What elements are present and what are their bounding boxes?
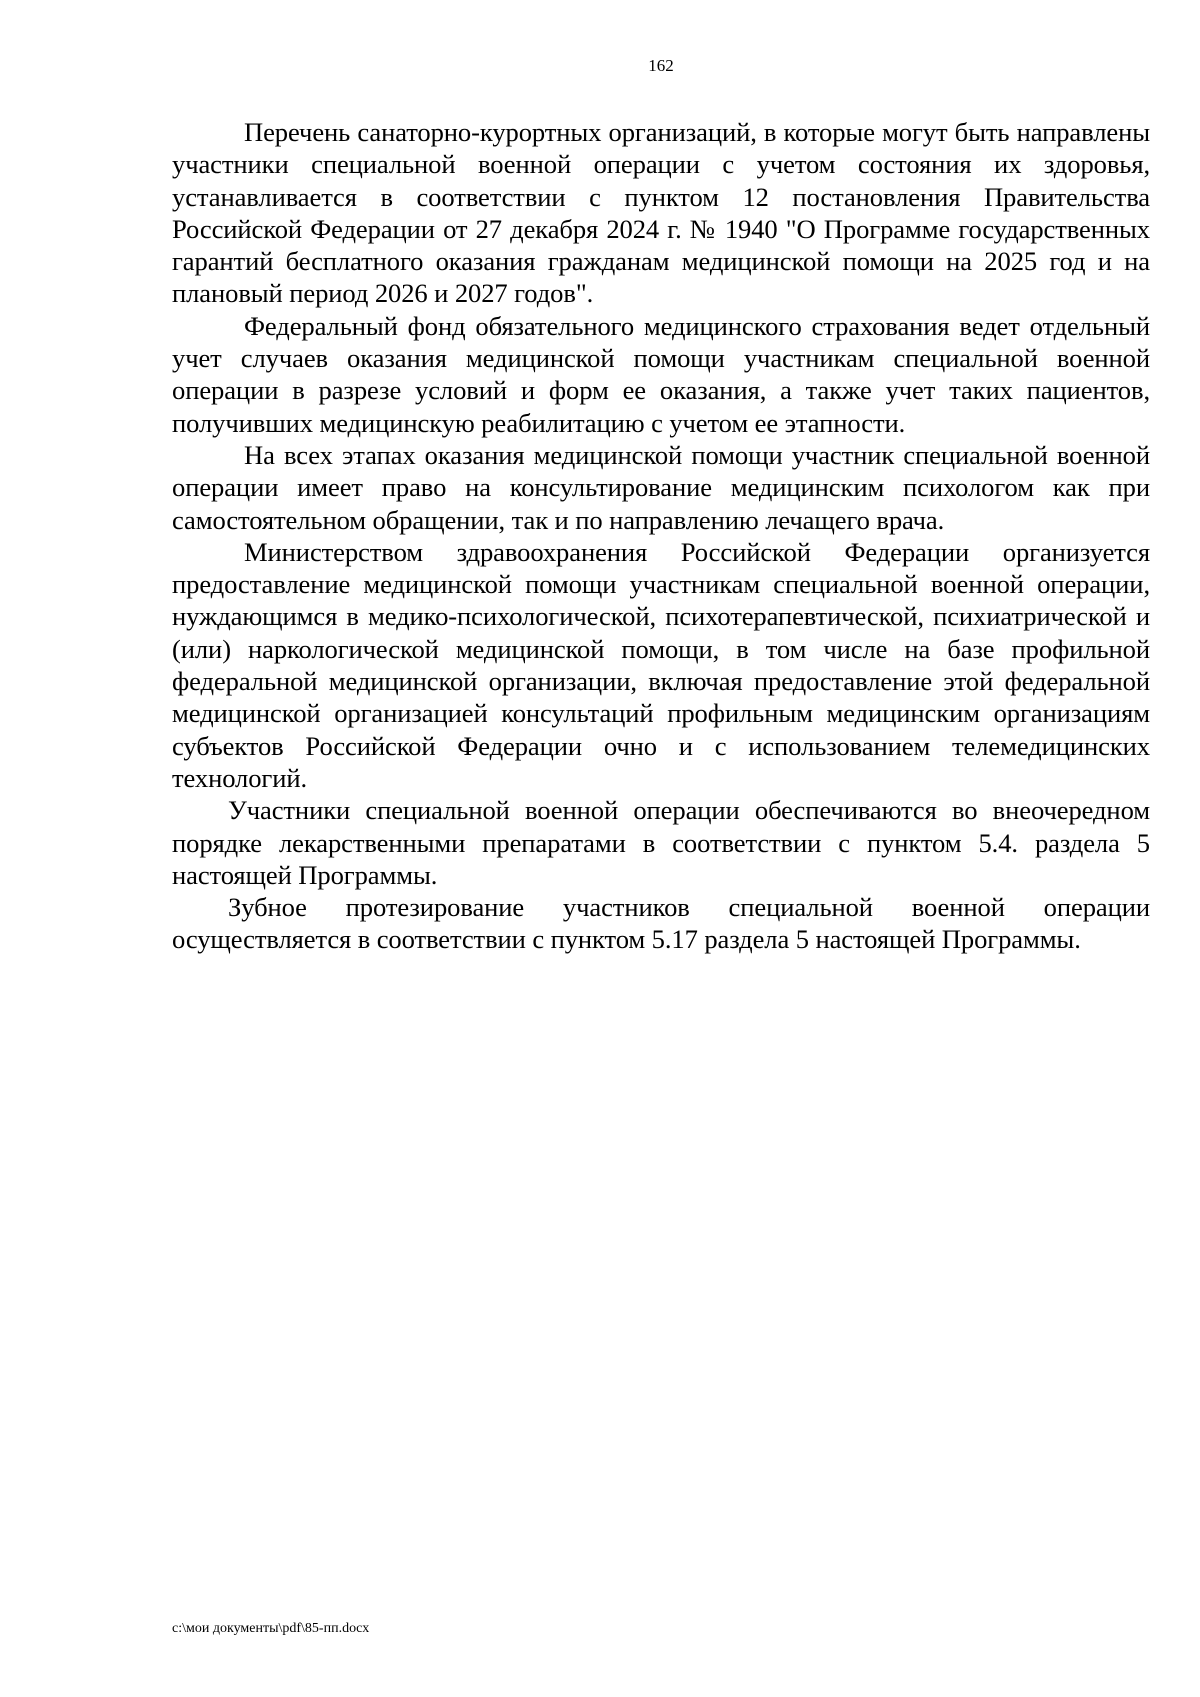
paragraph: На всех этапах оказания медицинской помощи участник специальной военной операции имеет право на консультирование медицинским психологом как при самостоятельном обращении, так и по направлению лечащего врача. bbox=[172, 439, 1150, 535]
paragraph: Перечень санаторно-курортных организаций, в которые могут быть направлены участники специальной военной операции с учетом состояния их здоровья, устанавливается в соответствии с пунктом 12 постановления Правительства Российской Федерации от 27 декабря 2024 г. № 1940 "О Программе государственных гарантий бесплатного оказания гражданам медицинской помощи на 2025 год и на плановый период 2026 и 2027 годов". bbox=[172, 117, 1150, 309]
paragraph: Министерством здравоохранения Российской Федерации организуется предоставление медицинской помощи участникам специальной военной операции, нуждающимся в медико-психологической, психотерапевтической, психиатрической и (или) наркологической медицинской помощи, в том числе на базе профильной федеральной медицинской организации, включая предоставление этой федеральной медицинской организацией консультаций профильным медицинским организациям субъектов Российской Федерации очно и с использованием телемедицинских технологий. bbox=[172, 536, 1150, 793]
page-number: 162 bbox=[648, 56, 674, 75]
paragraph: Зубное протезирование участников специальной военной операции осуществляется в соответствии с пунктом 5.17 раздела 5 настоящей Программы. bbox=[172, 892, 1150, 955]
document-body bbox=[172, 116, 1150, 956]
footer-file-path: c:\мои документы\pdf\85-пп.docx bbox=[172, 1621, 370, 1636]
paragraph: Федеральный фонд обязательного медицинского страхования ведет отдельный учет случаев оказания медицинской помощи участникам специальной военной операции в разрезе условий и форм ее оказания, а также учет таких пациентов, получивших медицинскую реабилитацию с учетом ее этапности. bbox=[172, 310, 1150, 438]
paragraph: Участники специальной военной операции обеспечиваются во внеочередном порядке лекарственными препаратами в соответствии с пунктом 5.4. раздела 5 настоящей Программы. bbox=[172, 795, 1150, 890]
